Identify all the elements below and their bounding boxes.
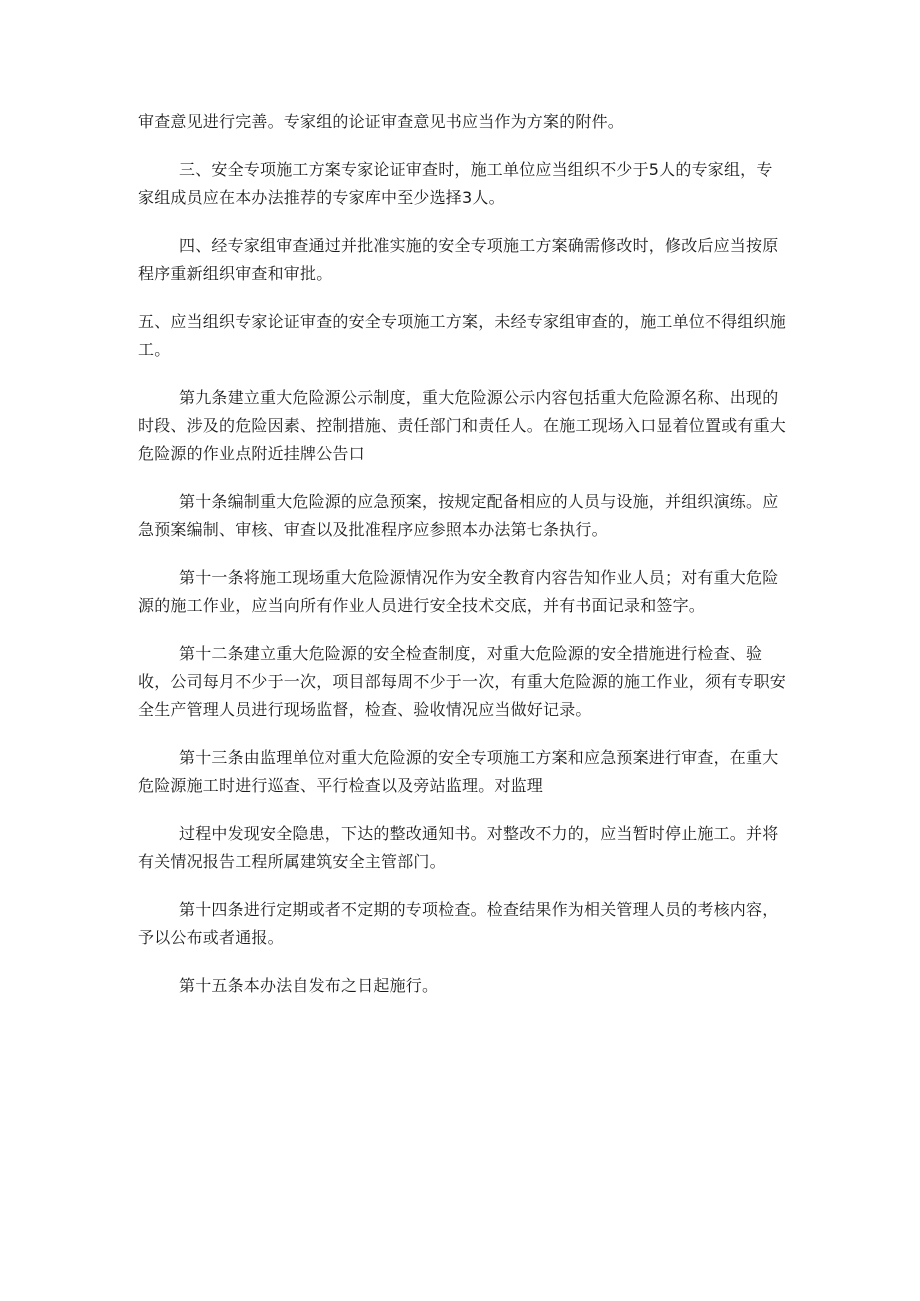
- paragraph-4: 五、应当组织专家论证审查的安全专项施工方案，未经专家组审查的，施工单位不得组织施工。: [138, 312, 787, 359]
- paragraph-2: 三、安全专项施工方案专家论证审查时，施工单位应当组织不少于5人的专家组，专家组成员应在本办法推荐的专家库中至少选择3人。: [138, 160, 773, 207]
- paragraph-3: 四、经专家组审查通过并批准实施的安全专项施工方案确需修改时，修改后应当按原程序重新组织审查和审批。: [138, 236, 779, 283]
- paragraph-article-15: 第十五条本办法自发布之日起施行。: [179, 976, 439, 995]
- paragraph-article-11: 第十一条将施工现场重大危险源情况作为安全教育内容告知作业人员；对有重大危险源的施工作业，应当向所有作业人员进行安全技术交底，并有书面记录和签字。: [138, 568, 779, 615]
- paragraph-1: 审查意见进行完善。专家组的论证审查意见书应当作为方案的附件。: [138, 112, 625, 131]
- paragraph-article-14: 第十四条进行定期或者不定期的专项检查。检查结果作为相关管理人员的考核内容，予以公布或者通报。: [138, 900, 779, 947]
- paragraph-article-10: 第十条编制重大危险源的应急预案，按规定配备相应的人员与设施，并组织演练。应急预案编制、审核、审查以及批准程序应参照本办法第七条执行。: [138, 492, 779, 539]
- paragraph-article-13: 第十三条由监理单位对重大危险源的安全专项施工方案和应急预案进行审查，在重大危险源施工时进行巡查、平行检查以及旁站监理。对监理: [138, 748, 779, 795]
- document-body: [138, 108, 786, 1020]
- paragraph-article-9: 第九条建立重大危险源公示制度，重大危险源公示内容包括重大危险源名称、出现的时段、涉及的危险因素、控制措施、责任部门和责任人。在施工现场入口显着位置或有重大危险源的作业点附近挂牌公告口: [138, 388, 787, 463]
- paragraph-article-12: 第十二条建立重大危险源的安全检查制度，对重大危险源的安全措施进行检查、验收，公司每月不少于一次，项目部每周不少于一次，有重大危险源的施工作业，须有专职安全生产管理人员进行现场监督，检查、验收情况应当做好记录。: [138, 644, 787, 719]
- paragraph-article-13-continued: 过程中发现安全隐患，下达的整改通知书。对整改不力的，应当暂时停止施工。并将有关情况报告工程所属建筑安全主管部门。: [138, 824, 779, 871]
